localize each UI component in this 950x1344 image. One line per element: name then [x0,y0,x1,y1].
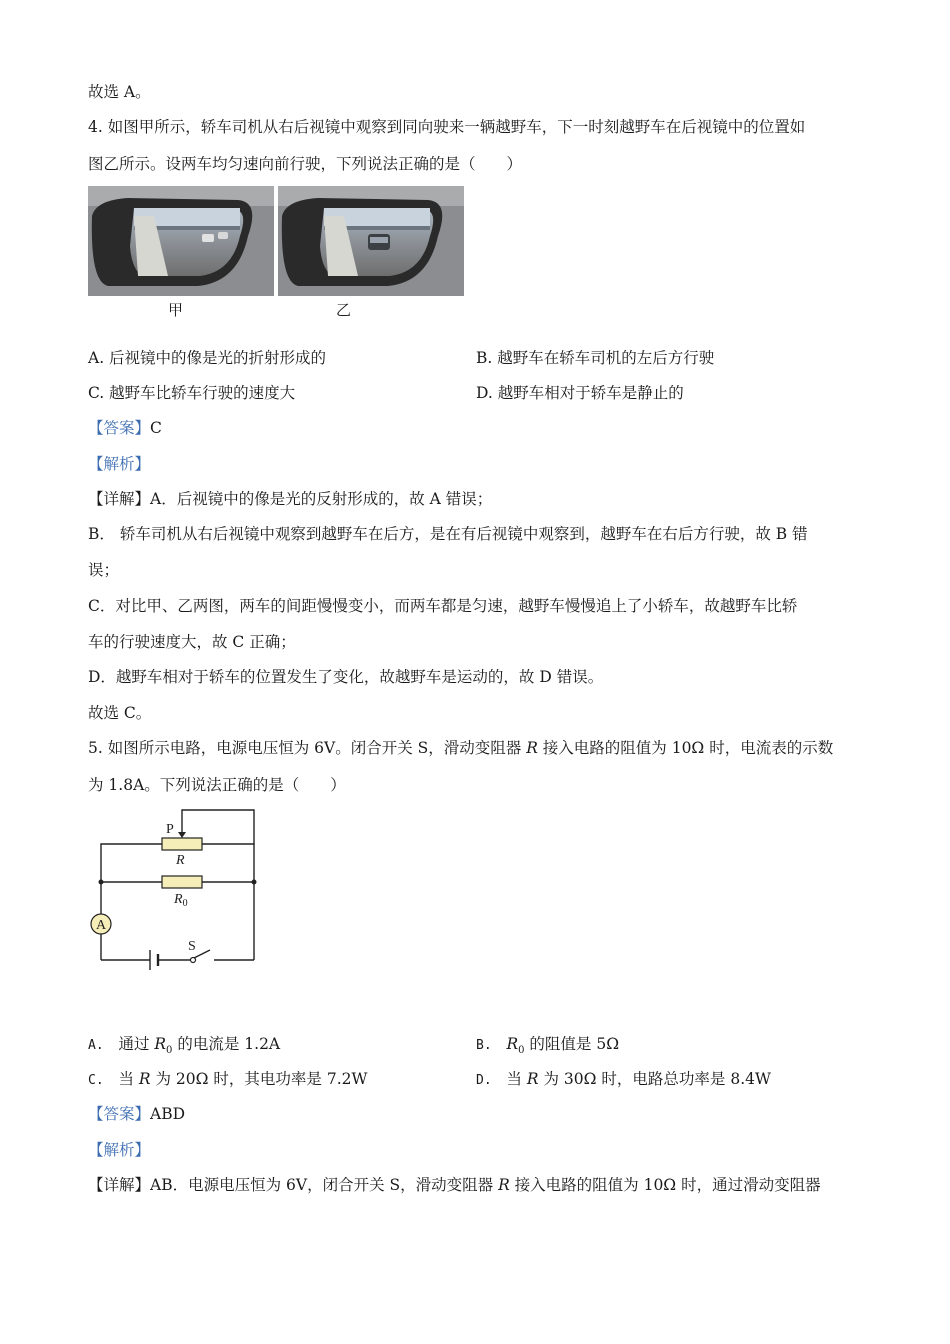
stem-text: 接入电路的阻值为 10Ω 时，电流表的示数 [537,739,834,757]
question-5-stem-line1 [88,738,833,758]
detail-tag: 【详解】 [88,1176,151,1194]
option-text: 的电流是 1.2A [172,1035,281,1053]
q4-option-d: D. 越野车相对于轿车是静止的 [476,384,684,402]
option-letter: C. [88,1073,104,1088]
q5-option-c [88,1069,367,1091]
q4-detail-a [88,489,492,509]
q4-detail-b-cont: 误； [88,561,120,579]
q4-option-b: B. 越野车在轿车司机的左后方行驶 [476,349,715,367]
q4-option-c: C. 越野车比轿车行驶的速度大 [88,384,296,402]
detail-text: AB．电源电压恒为 6V，闭合开关 S，滑动变阻器 [150,1176,499,1194]
detail-text: 接入电路的阻值为 10Ω 时，通过滑动变阻器 [509,1176,821,1194]
q4-conclusion: 故选 C。 [88,704,152,722]
q4-detail-d: D．越野车相对于轿车的位置发生了变化，故越野车是运动的，故 D 错误。 [88,668,604,686]
option-var: R [526,1070,539,1088]
option-text: 通过 [118,1035,155,1053]
q4-detail-c-cont: 车的行驶速度大，故 C 正确； [88,633,296,651]
q4-detail-c: C．对比甲、乙两图，两车的间距慢慢变小，而两车都是匀速，越野车慢慢追上了小轿车，故越野车比轿 [88,597,798,615]
detail-var: R [498,1176,510,1194]
junction-dot [99,880,104,885]
option-sub: 0 [518,1045,525,1057]
mirror-image-yi [278,186,464,296]
option-text: 当 [506,1070,527,1088]
option-letter: A. [88,1038,104,1053]
option-letter: B. [476,1038,492,1053]
answer-tag: 【答案】 [88,419,151,437]
circuit-diagram [86,806,270,978]
answer-value: C [150,419,162,437]
option-text: 为 30Ω 时，电路总功率是 8.4W [538,1070,771,1088]
q5-option-d [476,1069,771,1091]
conclusion-line: 故选 A。 [88,83,151,101]
question-5-stem-line2: 为 1.8A。下列说法正确的是（ ） [88,776,346,794]
q4-analysis-tag: 【解析】 [88,455,151,473]
resistor-r0 [162,876,202,888]
q4-detail-b: B． 轿车司机从右后视镜中观察到越野车在后方，是在有后视镜中观察到，越野车在右后方行驶，故 B 错 [88,525,808,543]
resistor-label: $R_0$ [174,892,188,909]
ammeter-label: A [95,918,107,933]
option-var: R [506,1035,519,1053]
q5-analysis-tag: 【解析】 [88,1141,151,1159]
q4-option-a: A. 后视镜中的像是光的折射形成的 [88,349,327,367]
slider-arrow [178,832,186,838]
slider-label-p: P [166,822,174,837]
junction-dot [252,880,257,885]
figure-label-yi: 乙 [336,301,352,319]
q5-option-b [476,1034,619,1061]
option-text: 当 [118,1070,139,1088]
stem-var: R [526,739,538,757]
q5-answer [88,1104,185,1124]
option-sub: 0 [166,1045,173,1057]
rheostat-label: R [176,853,185,868]
option-text: 为 20Ω 时，其电功率是 7.2W [150,1070,368,1088]
option-text: 的阻值是 5Ω [524,1035,620,1053]
question-4-stem-line2: 图乙所示。设两车均匀速向前行驶，下列说法正确的是（ ） [88,155,523,173]
q5-option-a [88,1034,280,1061]
option-var: R [154,1035,167,1053]
q4-answer [88,418,162,438]
rheostat-r [162,838,202,850]
detail-tag: 【详解】 [88,490,151,508]
option-var: R [138,1070,151,1088]
q5-detail-ab [88,1175,821,1195]
answer-tag: 【答案】 [88,1105,151,1123]
answer-value: ABD [150,1105,186,1123]
stem-text: 5. 如图所示电路，电源电压恒为 6V。闭合开关 S，滑动变阻器 [88,739,527,757]
option-letter: D. [476,1073,492,1088]
question-4-stem-line1: 4. 如图甲所示，轿车司机从右后视镜中观察到同向驶来一辆越野车，下一时刻越野车在后视镜中的位置如 [88,118,806,136]
figure-label-jia: 甲 [168,301,184,319]
switch-contact [191,958,196,963]
detail-text: A．后视镜中的像是光的反射形成的，故 A 错误； [150,490,493,508]
switch-label: S [188,939,196,954]
mirror-image-jia [88,186,274,296]
